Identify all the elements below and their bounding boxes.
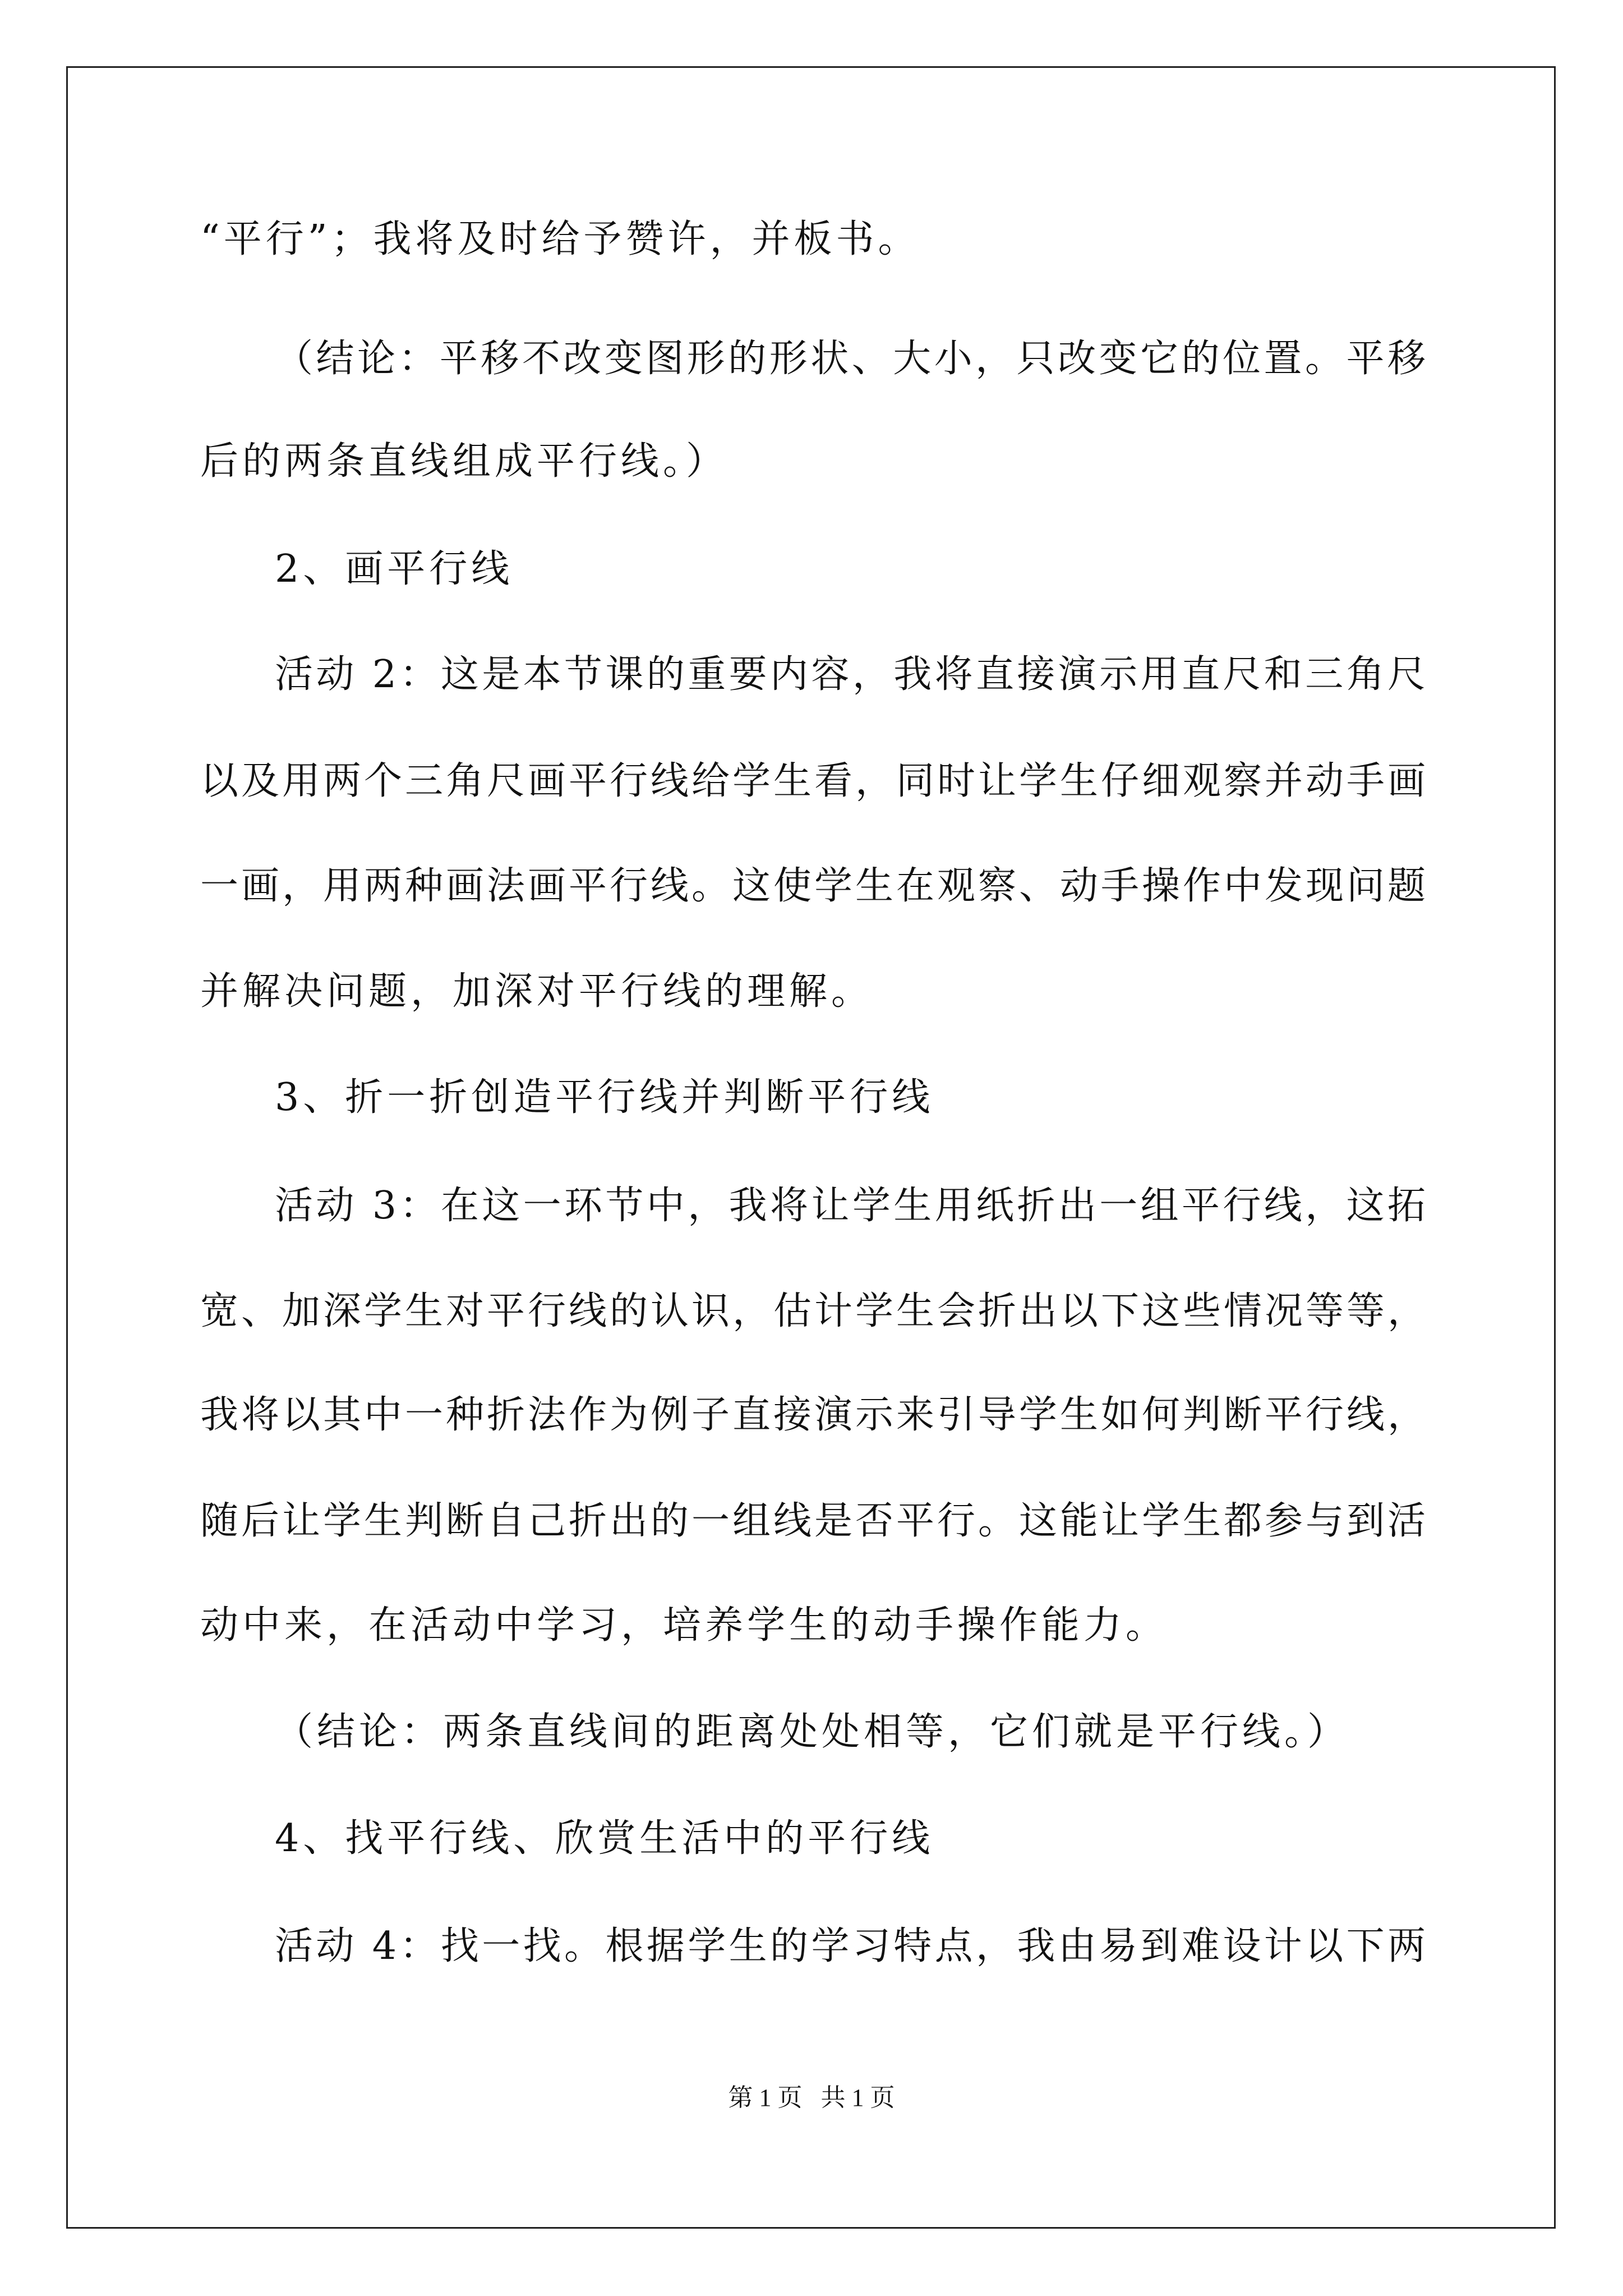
text-line: 一画，用两种画法画平行线。这使学生在观察、动手操作中发现问题 — [200, 864, 1426, 908]
section-heading: 2、画平行线 — [275, 547, 514, 591]
text-line: 宽、加深学生对平行线的认识，估计学生会折出以下这些情况等等， — [200, 1289, 1426, 1333]
text-line: “平行”；我将及时给予赞许，并板书。 — [200, 217, 920, 261]
section-heading: 4、找平行线、欣赏生活中的平行线 — [275, 1816, 934, 1861]
text-line: 以及用两个三角尺画平行线给学生看，同时让学生仔细观察并动手画 — [200, 759, 1426, 803]
page-footer — [0, 2082, 1623, 2114]
section-heading: 3、折一折创造平行线并判断平行线 — [275, 1075, 934, 1120]
text-line: 我将以其中一种折法作为例子直接演示来引导学生如何判断平行线， — [200, 1393, 1426, 1437]
text-line: 随后让学生判断自己折出的一组线是否平行。这能让学生都参与到活 — [200, 1499, 1426, 1543]
text-line: 活动 4：找一找。根据学生的学习特点，我由易到难设计以下两 — [275, 1924, 1426, 1968]
text-line: （结论：两条直线间的距离处处相等，它们就是平行线。） — [275, 1710, 1350, 1754]
text-line: 活动 3：在这一环节中，我将让学生用纸折出一组平行线，这拓 — [275, 1184, 1426, 1228]
text-line: 活动 2：这是本节课的重要内容，我将直接演示用直尺和三角尺 — [275, 652, 1426, 697]
text-line: （结论：平移不改变图形的形状、大小，只改变它的位置。平移 — [275, 337, 1426, 381]
text-line: 动中来，在活动中学习，培养学生的动手操作能力。 — [200, 1603, 1168, 1648]
text-line: 后的两条直线组成平行线。） — [200, 439, 728, 484]
page-border — [66, 66, 1556, 2229]
text-line: 并解决问题，加深对平行线的理解。 — [200, 969, 874, 1014]
page-number-label: 第 1 页 共 1 页 — [728, 2084, 895, 2111]
